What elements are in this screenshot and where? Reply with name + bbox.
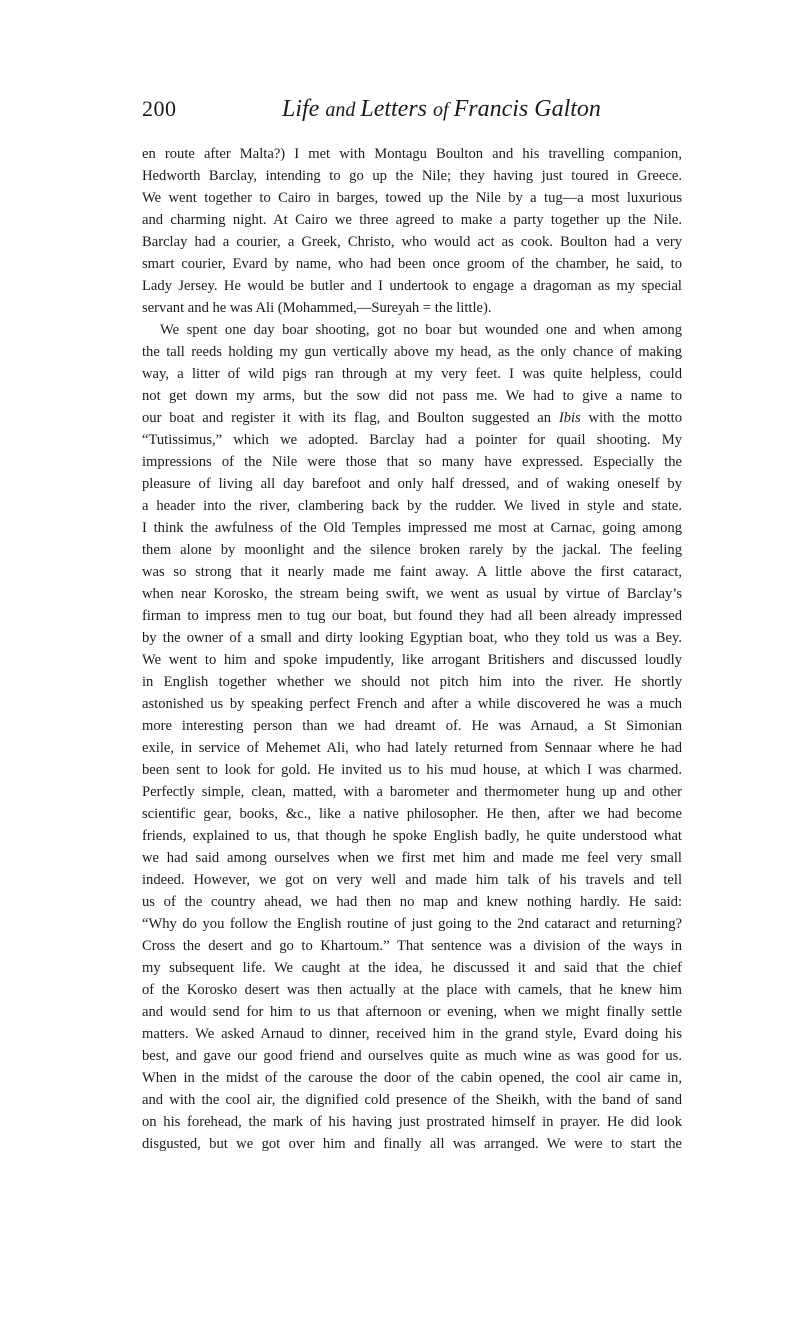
text-line: my subsequent life. We caught at the idea, he discussed it and said that the chief: [142, 960, 682, 976]
text-line: impressions of the Nile were those that so many have expressed. Especially the: [142, 454, 682, 470]
text-line: us of the country ahead, we had then no map and knew nothing hardly. He said:: [142, 894, 682, 910]
running-title: Life and Letters of Francis Galton: [282, 96, 601, 122]
text-line: We went to him and spoke impudently, like arrogant Britishers and discussed loudly: [142, 652, 682, 668]
text-line: smart courier, Evard by name, who had been once groom of the chamber, he said, to: [142, 256, 682, 272]
text-line: was so strong that it nearly made me faint away. A little above the first cataract,: [142, 564, 682, 580]
text-line: firman to impress men to tug our boat, but found they had all been already impressed: [142, 608, 682, 624]
text-line: When in the midst of the carouse the door of the cabin opened, the cool air came in,: [142, 1070, 682, 1086]
text-line: Lady Jersey. He would be butler and I undertook to engage a dragoman as my special: [142, 278, 682, 294]
text-line: disgusted, but we got over him and finally all was arranged. We were to start the: [142, 1136, 682, 1152]
text-line: the tall reeds holding my gun vertically above my head, as the only chance of making: [142, 344, 682, 360]
text-line: and with the cool air, the dignified cold presence of the Sheikh, with the band of sand: [142, 1092, 682, 1108]
text-line: we had said among ourselves when we first met him and made me feel very small: [142, 850, 682, 866]
text-line: servant and he was Ali (Mohammed,—Sureyah = the little).: [142, 300, 492, 316]
text-line: and charming night. At Cairo we three agreed to make a party together up the Nile.: [142, 212, 682, 228]
text-line: “Why do you follow the English routine of just going to the 2nd cataract and returning?: [142, 916, 682, 932]
text-line: of the Korosko desert was then actually at the place with camels, that he knew him: [142, 982, 682, 998]
body-text: [142, 143, 682, 1155]
text-line: astonished us by speaking perfect French and after a while discovered he was a much: [142, 696, 682, 712]
text-line: exile, in service of Mehemet Ali, who had lately returned from Sennaar where he had: [142, 740, 682, 756]
text-line: pleasure of living all day barefoot and only half dressed, and of waking oneself by: [142, 476, 682, 492]
text-line: our boat and register it with its flag, and Boulton suggested an Ibis with the motto: [142, 410, 682, 426]
text-line: best, and gave our good friend and ourselves quite as much wine as was good for us.: [142, 1048, 682, 1064]
text-line: more interesting person than we had dreamt of. He was Arnaud, a St Simonian: [142, 718, 682, 734]
text-line: matters. We asked Arnaud to dinner, received him in the grand style, Evard doing his: [142, 1026, 682, 1042]
text-line: Perfectly simple, clean, matted, with a barometer and thermometer hung up and other: [142, 784, 682, 800]
text-line: Cross the desert and go to Khartoum.” That sentence was a division of the ways in: [142, 938, 682, 954]
text-line: indeed. However, we got on very well and made him talk of his travels and tell: [142, 872, 682, 888]
text-line: and would send for him to us that afternoon or evening, when we might finally settle: [142, 1004, 682, 1020]
text-line: “Tutissimus,” which we adopted. Barclay had a pointer for quail shooting. My: [142, 432, 682, 448]
text-line: We went together to Cairo in barges, towed up the Nile by a tug—a most luxurious: [142, 190, 682, 206]
text-line: We spent one day boar shooting, got no boar but wounded one and when among: [160, 322, 682, 338]
text-line: friends, explained to us, that though he spoke English badly, he quite understood what: [142, 828, 682, 844]
text-line: en route after Malta?) I met with Montagu Boulton and his travelling companion,: [142, 146, 682, 162]
text-line: them alone by moonlight and the silence broken rarely by the jackal. The feeling: [142, 542, 682, 558]
text-line: on his forehead, the mark of his having just prostrated himself in prayer. He did look: [142, 1114, 682, 1130]
text-line: scientific gear, books, &c., like a native philosopher. He then, after we had become: [142, 806, 682, 822]
text-line: not get down my arms, but the sow did not pass me. We had to give a name to: [142, 388, 682, 404]
running-head: [142, 96, 682, 128]
text-line: a header into the river, clambering back by the rudder. We lived in style and state.: [142, 498, 682, 514]
text-line: I think the awfulness of the Old Temples impressed me most at Carnac, going among: [142, 520, 682, 536]
text-line: Hedworth Barclay, intending to go up the Nile; they having just toured in Greece.: [142, 168, 682, 184]
text-line: by the owner of a small and dirty looking Egyptian boat, who they told us was a Bey.: [142, 630, 682, 646]
text-line: when near Korosko, the stream being swift, we went as usual by virtue of Barclay’s: [142, 586, 682, 602]
text-line: way, a litter of wild pigs ran through at my very feet. I was quite helpless, could: [142, 366, 682, 382]
page-number: 200: [142, 96, 177, 121]
text-line: in English together whether we should not pitch him into the river. He shortly: [142, 674, 682, 690]
text-line: Barclay had a courier, a Greek, Christo, who would act as cook. Boulton had a very: [142, 234, 682, 250]
text-line: been sent to look for gold. He invited us to his mud house, at which I was charmed.: [142, 762, 682, 778]
